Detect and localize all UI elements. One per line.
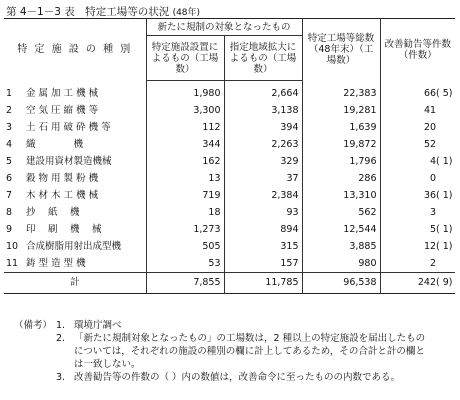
note-item bbox=[14, 319, 434, 332]
row-factory-count: 13,310 bbox=[302, 187, 380, 204]
note-text: 環境庁調べ bbox=[74, 320, 122, 331]
row-number: 8 bbox=[6, 207, 13, 218]
row-recommendation: 20 bbox=[380, 119, 455, 136]
table-row bbox=[4, 187, 455, 204]
row-new-area-count: 394 bbox=[224, 119, 302, 136]
header-factory-total: 特定工場等総数（48年末）（工場数） bbox=[302, 19, 380, 81]
row-number: 7 bbox=[6, 190, 13, 201]
header-by-facility-installation: 特定施設設置によるもの（工場数） bbox=[146, 36, 224, 81]
table-row bbox=[4, 238, 455, 255]
row-new-facility-count: 112 bbox=[146, 119, 224, 136]
row-factory-count: 286 bbox=[302, 170, 380, 187]
table-row bbox=[4, 81, 455, 103]
row-facility-name: 土 石 用 破 砕 機 等 bbox=[26, 122, 111, 133]
row-recommendation: 12( 1) bbox=[380, 238, 455, 255]
row-facility-name: 抄 紙 機 bbox=[26, 207, 80, 218]
row-recommendation: 2 bbox=[380, 255, 455, 273]
total-recommendation: 242( 9) bbox=[380, 273, 455, 294]
row-factory-count: 1,639 bbox=[302, 119, 380, 136]
row-new-area-count: 2,384 bbox=[224, 187, 302, 204]
row-recommendation: 4( 1) bbox=[380, 153, 455, 170]
table-body bbox=[4, 81, 455, 294]
row-number: 5 bbox=[6, 156, 13, 167]
row-new-facility-count: 53 bbox=[146, 255, 224, 273]
row-new-facility-count: 18 bbox=[146, 204, 224, 221]
row-factory-count: 980 bbox=[302, 255, 380, 273]
total-factory-count: 96,538 bbox=[302, 273, 380, 294]
note-number: 2. bbox=[56, 333, 66, 344]
row-number: 1 bbox=[6, 87, 13, 99]
note-item bbox=[14, 332, 434, 371]
row-facility-name: 金 属 加 工 機 械 bbox=[26, 87, 99, 99]
row-new-facility-count: 344 bbox=[146, 136, 224, 153]
row-new-facility-count: 1,273 bbox=[146, 221, 224, 238]
table-row bbox=[4, 221, 455, 238]
row-facility-name: 織 機 bbox=[26, 139, 84, 150]
row-new-area-count: 329 bbox=[224, 153, 302, 170]
row-new-facility-count: 505 bbox=[146, 238, 224, 255]
table-row bbox=[4, 153, 455, 170]
header-recommendation-count: 改善勧告等件数（件数） bbox=[380, 19, 455, 81]
row-factory-count: 22,383 bbox=[302, 81, 380, 103]
notes-label: （備考） bbox=[14, 320, 53, 331]
table-row bbox=[4, 204, 455, 221]
row-number: 6 bbox=[6, 173, 13, 184]
row-recommendation: 0 bbox=[380, 170, 455, 187]
header-facility-type: 特 定 施 設 の 種 別 bbox=[17, 44, 133, 56]
total-new-area-count: 11,785 bbox=[224, 273, 302, 294]
row-new-facility-count: 719 bbox=[146, 187, 224, 204]
row-facility-name: 建設用資材製造機械 bbox=[26, 156, 112, 167]
table-title-unit: (48年) bbox=[172, 8, 201, 18]
row-new-facility-count: 13 bbox=[146, 170, 224, 187]
table-row bbox=[4, 119, 455, 136]
row-facility-name: 穀 物 用 製 粉 機 bbox=[26, 173, 99, 184]
note-text: 「新たに規制対象となったもの」の工場数は，2 種以上の特定施設を届出したものについては，それぞれの施設の種別の欄に計上してあるため，その合計と計の欄とは一致しない。 bbox=[74, 333, 426, 370]
row-facility-name: 合成樹脂用射出成型機 bbox=[26, 241, 122, 252]
row-number: 4 bbox=[6, 139, 13, 150]
row-number: 10 bbox=[6, 241, 19, 252]
notes-section bbox=[14, 319, 434, 384]
row-factory-count: 1,796 bbox=[302, 153, 380, 170]
header-newly-regulated: 新たに規制の対象となったもの bbox=[146, 19, 302, 36]
table-row bbox=[4, 170, 455, 187]
factory-status-table bbox=[4, 18, 455, 294]
table-title-main: 第 4－1－3 表 特定工場等の状況 bbox=[6, 6, 170, 18]
total-label: 計 bbox=[4, 273, 146, 294]
row-facility-name: 鋳 型 造 型 機 bbox=[26, 258, 86, 269]
note-number: 3. bbox=[56, 372, 66, 383]
row-factory-count: 12,544 bbox=[302, 221, 380, 238]
row-facility-name: 木 材 木 工 機 械 bbox=[26, 190, 99, 201]
note-number: 1. bbox=[56, 320, 66, 331]
row-new-area-count: 894 bbox=[224, 221, 302, 238]
row-number: 3 bbox=[6, 122, 13, 133]
row-new-area-count: 37 bbox=[224, 170, 302, 187]
row-new-area-count: 2,664 bbox=[224, 81, 302, 103]
row-number: 2 bbox=[6, 105, 13, 116]
row-number: 9 bbox=[6, 224, 13, 235]
row-recommendation: 36( 1) bbox=[380, 187, 455, 204]
row-new-area-count: 157 bbox=[224, 255, 302, 273]
row-recommendation: 52 bbox=[380, 136, 455, 153]
total-new-facility-count: 7,855 bbox=[146, 273, 224, 294]
row-new-area-count: 3,138 bbox=[224, 102, 302, 119]
table-row bbox=[4, 255, 455, 273]
total-row bbox=[4, 273, 455, 294]
table-row bbox=[4, 102, 455, 119]
row-recommendation: 3 bbox=[380, 204, 455, 221]
table-title bbox=[6, 4, 200, 19]
row-recommendation: 41 bbox=[380, 102, 455, 119]
header-by-area-expansion: 指定地域拡大によるもの（工場数） bbox=[224, 36, 302, 81]
row-new-area-count: 315 bbox=[224, 238, 302, 255]
row-recommendation: 66( 5) bbox=[380, 81, 455, 103]
row-new-facility-count: 162 bbox=[146, 153, 224, 170]
row-new-facility-count: 1,980 bbox=[146, 81, 224, 103]
row-facility-name: 空 気 圧 縮 機 等 bbox=[26, 105, 99, 116]
row-number: 11 bbox=[6, 258, 19, 269]
note-text: 改善勧告等の件数の（ ）内の数値は，改善命令に至ったものの内数である。 bbox=[74, 372, 401, 383]
table-row bbox=[4, 136, 455, 153]
row-facility-name: 印 刷 機 械 bbox=[26, 224, 102, 235]
row-factory-count: 19,281 bbox=[302, 102, 380, 119]
row-new-area-count: 93 bbox=[224, 204, 302, 221]
row-recommendation: 5( 1) bbox=[380, 221, 455, 238]
row-factory-count: 19,872 bbox=[302, 136, 380, 153]
row-factory-count: 3,885 bbox=[302, 238, 380, 255]
note-item bbox=[14, 371, 434, 384]
row-new-facility-count: 3,300 bbox=[146, 102, 224, 119]
row-new-area-count: 2,263 bbox=[224, 136, 302, 153]
row-factory-count: 562 bbox=[302, 204, 380, 221]
